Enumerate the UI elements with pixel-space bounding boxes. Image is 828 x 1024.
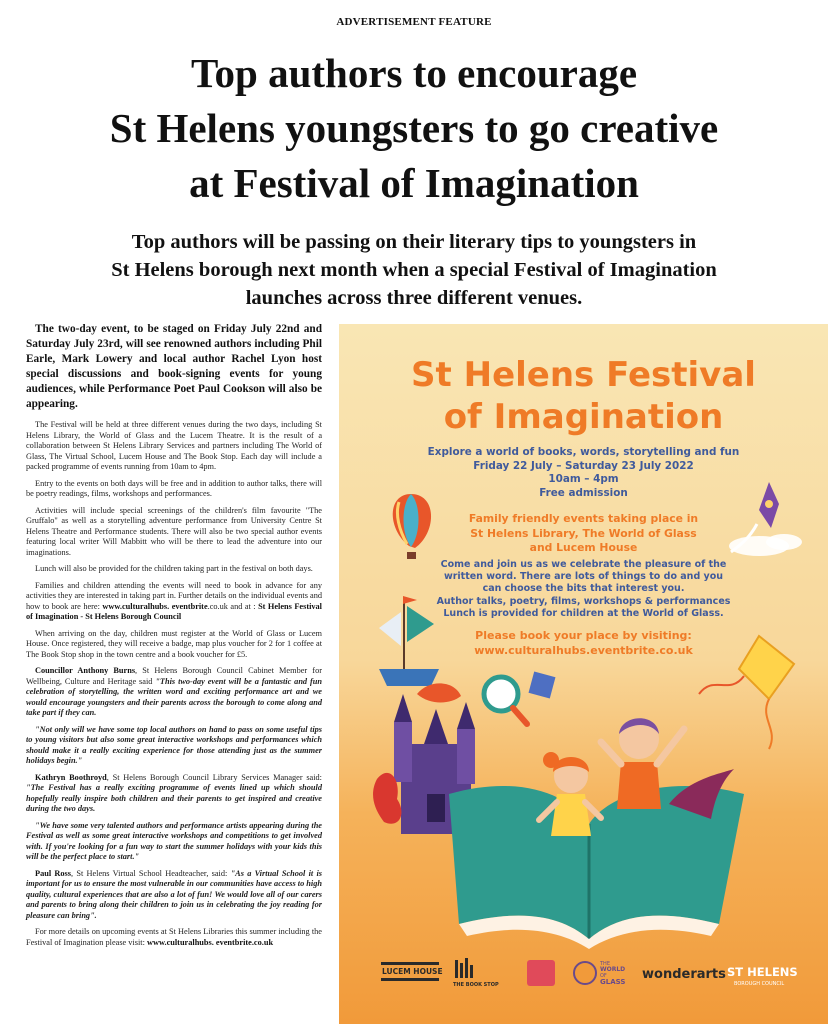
booking-link[interactable]: www.culturalhubs. eventbrite xyxy=(102,601,208,611)
poster-title-line-1: St Helens Festival xyxy=(411,355,756,395)
svg-text:LUCEM HOUSE: LUCEM HOUSE xyxy=(382,967,443,976)
paragraph xyxy=(26,581,322,623)
headline xyxy=(0,46,828,211)
paragraph xyxy=(26,927,322,948)
speaker-name: Kathryn Boothroyd xyxy=(35,772,107,782)
svg-text:BOROUGH COUNCIL: BOROUGH COUNCIL xyxy=(734,981,785,987)
standfirst-line-1: Top authors will be passing on their literary tips to youngsters in xyxy=(131,231,697,253)
paragraph-text: .co.uk and at : xyxy=(207,601,259,611)
poster-venues-line: St Helens Library, The World of Glass xyxy=(470,526,697,540)
dice-icon xyxy=(529,672,556,699)
poster-description-line: Author talks, poetry, films, workshops & performances xyxy=(436,595,731,607)
paragraph: Activities will include special screenings of the children's film favourite "The Gruffalo" as well as a storytelling adventure performance from University Centre St Helens Theatre and Performance students. There will also be two special author events featuring local writer Will Mabbitt who will be there to lead the adventure into our imaginations. xyxy=(26,505,322,557)
svg-text:WORLD: WORLD xyxy=(600,966,626,973)
article-body xyxy=(26,322,322,954)
world-of-glass-logo xyxy=(574,961,625,986)
quote-text: "The Festival has a really exciting programme of events lined up which should hopefully really inspire both children and their parents to get inspired and creative during the two days. xyxy=(26,783,322,813)
poster-venues xyxy=(399,512,768,556)
poster-booking xyxy=(399,628,768,658)
poster-admission: Free admission xyxy=(539,486,628,499)
quote-paragraph xyxy=(26,821,322,863)
paragraph: Lunch will also be provided for the children taking part in the festival on both days. xyxy=(35,564,313,573)
poster-description-line: Lunch is provided for children at the World of Glass. xyxy=(443,607,724,619)
lucem-house-logo xyxy=(381,962,443,981)
paragraph-text: Families and children attending the events will need to book in advance for any activities they are interested in taking part in. Further details on the individual events and how to book are here: xyxy=(26,580,322,611)
partner-logos xyxy=(339,952,828,1002)
quote-text: "As a Virtual School it is important for us to ensure the most vulnerable in our communities have access to high quality, cultural experiences that are also a lot of fun! We would love all of our carers and parents to bring along their children to join us in celebrating the joy reading for pleasure can bring". xyxy=(26,868,323,920)
quote-paragraph xyxy=(26,666,322,719)
poster-description-line: can choose the bits that interest you. xyxy=(482,583,685,595)
standfirst-line-2: St Helens borough next month when a special Festival of Imagination xyxy=(111,259,717,281)
quote-text: "This two-day event will be a fantastic and fun celebration of storytelling, the written word and exciting performance art and we would encourage youngsters and their parents across the borough to come along and take part if they can. xyxy=(26,676,322,717)
st-helens-council-logo xyxy=(727,965,798,987)
poster-title xyxy=(339,354,828,438)
poster-times: 10am – 4pm xyxy=(548,473,619,485)
poster-description-line: written word. There are lots of things to do and you xyxy=(443,571,724,583)
lead-paragraph: The two-day event, to be staged on Friday July 22nd and Saturday July 23rd, will see renowned authors including Phil Earle, Mark Lowery and local author Rachel Lyon host special discussions and book-signing events for young audiences, while Performance Poet Paul Cookson will also be appearing. xyxy=(26,323,322,410)
quote-text: "Not only will we have some top local authors on hand to pass on some useful tips to young visitors but also some great interactive workshops and performances which should make it a really exciting experience for those attending just as the summer holidays begin." xyxy=(26,724,322,765)
virtual-school-logo xyxy=(527,960,555,986)
quote-paragraph xyxy=(26,773,322,815)
quote-paragraph xyxy=(26,725,322,767)
paragraph-text: , St Helens Virtual School Headteacher, said: xyxy=(71,868,231,878)
svg-text:ST HELENS: ST HELENS xyxy=(727,965,798,979)
council-link[interactable]: St Helens Festival of Imagination - St Helens Borough Council xyxy=(26,601,322,621)
headline-line-3: at Festival of Imagination xyxy=(189,160,639,206)
standfirst-line-3: launches across three different venues. xyxy=(245,287,583,309)
events-link[interactable]: www.culturalhubs. eventbrite.co.uk xyxy=(146,937,274,947)
magnifying-glass-icon xyxy=(484,677,527,724)
poster-title-line-2: of Imagination xyxy=(443,397,724,437)
poster-dates: Friday 22 July – Saturday 23 July 2022 xyxy=(473,459,694,472)
paragraph-text: For more details on upcoming events at St Helens Libraries this summer including the Festival of Imagination please visit: xyxy=(26,927,322,947)
wonderarts-logo: wonderarts xyxy=(642,967,726,982)
paragraph: Entry to the events on both days will be free and in addition to author talks, there will be poetry readings, films, workshops and performances. xyxy=(26,478,322,498)
book-stop-logo xyxy=(453,958,499,988)
svg-text:GLASS: GLASS xyxy=(600,978,626,986)
poster-description-line: Come and join us as we celebrate the pleasure of the xyxy=(440,559,727,570)
poster-tagline: Explore a world of books, words, storytelling and fun xyxy=(427,446,740,458)
speaker-name: Paul Ross xyxy=(35,868,71,878)
headline-line-2: St Helens youngsters to go creative xyxy=(109,105,719,151)
paragraph-text: , St Helens Borough Council Library Services Manager said: xyxy=(106,772,322,782)
kicker: ADVERTISEMENT FEATURE xyxy=(336,16,492,28)
festival-poster xyxy=(339,324,828,1024)
poster-venues-line: Family friendly events taking place in xyxy=(468,512,699,525)
poster-booking-link[interactable]: www.culturalhubs.eventbrite.co.uk xyxy=(474,644,693,657)
paragraph-text: , St Helens Borough Council Cabinet Member for Wellbeing, Culture and Heritage said xyxy=(26,666,322,686)
whale-icon xyxy=(417,683,461,702)
poster-venues-line: and Lucem House xyxy=(529,541,638,554)
svg-text:OF: OF xyxy=(600,973,607,979)
svg-text:THE BOOK STOP: THE BOOK STOP xyxy=(453,982,499,988)
paragraph: The Festival will be held at three different venues during the two days, including St Helens Library, the World of Glass and the Lucem Theatre. It is the result of a collaboration between St Helens Library Services and partners including The World of Glass, The Virtual School, Lucem House and The Book Stop. Each day will include a packed programme of events running from 10am to 4pm. xyxy=(26,420,322,471)
poster-booking-label: Please book your place by visiting: xyxy=(475,629,692,642)
poster-intro xyxy=(399,446,768,500)
standfirst xyxy=(20,228,808,312)
quote-paragraph xyxy=(26,869,322,922)
headline-line-1: Top authors to encourage xyxy=(190,50,638,96)
quote-text: "We have some very talented authors and performance artists appearing during the Festival as well as some great interactive workshops and competitions to get involved with. If you're looking for a fun way to start the summer holidays with your kids this will be the perfect place to start." xyxy=(26,820,322,861)
poster-description xyxy=(399,559,768,620)
paragraph: When arriving on the day, children must register at the World of Glass or Lucem House. Once registered, they will receive a badge, map plus voucher for 2 for 1 coffee at The Book Stop shop in the town centre and a book voucher for £5. xyxy=(26,628,322,659)
speaker-name: Councillor Anthony Burns xyxy=(35,666,136,675)
svg-text:THE: THE xyxy=(600,961,610,967)
